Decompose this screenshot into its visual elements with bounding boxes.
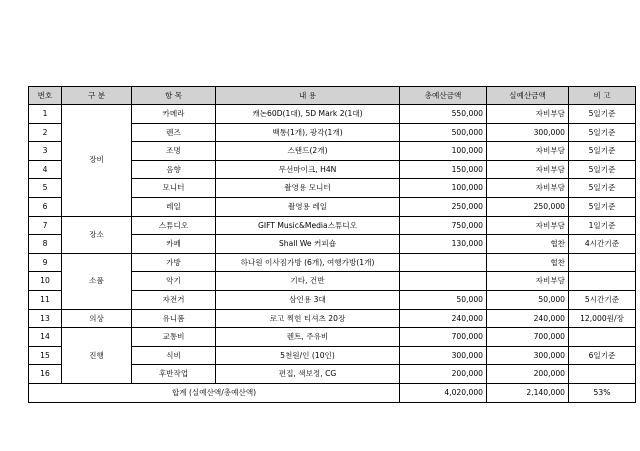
total-budget-cell: 750,000 <box>400 216 487 235</box>
total-budget-cell: 100,000 <box>400 142 487 161</box>
table-row <box>29 328 636 347</box>
note-cell: 4시간기준 <box>569 235 636 254</box>
row-number: 8 <box>29 235 62 254</box>
category-cell: 의상 <box>62 309 132 328</box>
row-number: 15 <box>29 346 62 365</box>
note-cell <box>569 328 636 347</box>
header-category: 구 분 <box>62 87 132 105</box>
note-cell <box>569 272 636 291</box>
actual-budget-cell: 50,000 <box>487 290 569 309</box>
total-budget-cell: 100,000 <box>400 179 487 198</box>
header-row <box>29 87 636 105</box>
note-cell: 5일기준 <box>569 105 636 124</box>
item-cell: 자전거 <box>132 290 216 309</box>
budget-ratio: 53% <box>569 383 636 402</box>
header-number: 번호 <box>29 87 62 105</box>
total-budget-cell: 130,000 <box>400 235 487 254</box>
row-number: 11 <box>29 290 62 309</box>
header-item: 항 목 <box>132 87 216 105</box>
total-budget-cell: 150,000 <box>400 160 487 179</box>
row-number: 13 <box>29 309 62 328</box>
content-cell: GIFT Music&Media스튜디오 <box>216 216 400 235</box>
header-actual-budget: 실예산금액 <box>487 87 569 105</box>
note-cell <box>569 365 636 384</box>
content-cell: Shall We 커피숍 <box>216 235 400 254</box>
content-cell: 촬영용 레일 <box>216 197 400 216</box>
actual-budget-cell: 250,000 <box>487 197 569 216</box>
budget-table <box>28 86 636 403</box>
actual-budget-cell: 200,000 <box>487 365 569 384</box>
actual-budget-cell: 300,000 <box>487 346 569 365</box>
category-cell: 진행 <box>62 328 132 384</box>
item-cell: 레일 <box>132 197 216 216</box>
note-cell: 5일기준 <box>569 142 636 161</box>
total-budget-cell: 240,000 <box>400 309 487 328</box>
actual-budget-cell: 자비부담 <box>487 142 569 161</box>
item-cell: 카메라 <box>132 105 216 124</box>
actual-budget-cell: 자비부담 <box>487 272 569 291</box>
row-number: 14 <box>29 328 62 347</box>
content-cell: 스탠드(2개) <box>216 142 400 161</box>
category-cell: 장소 <box>62 216 132 253</box>
row-number: 1 <box>29 105 62 124</box>
item-cell: 카페 <box>132 235 216 254</box>
item-cell: 악기 <box>132 272 216 291</box>
content-cell: 백통(1개), 광각(1개) <box>216 123 400 142</box>
row-number: 6 <box>29 197 62 216</box>
actual-budget-cell: 자비부담 <box>487 105 569 124</box>
row-number: 9 <box>29 253 62 272</box>
table-row <box>29 216 636 235</box>
row-number: 16 <box>29 365 62 384</box>
actual-budget-sum: 2,140,000 <box>487 383 569 402</box>
actual-budget-cell: 협찬 <box>487 253 569 272</box>
category-cell: 장비 <box>62 105 132 217</box>
item-cell: 가방 <box>132 253 216 272</box>
content-cell: 로고 찍힌 티셔츠 20장 <box>216 309 400 328</box>
actual-budget-cell: 240,000 <box>487 309 569 328</box>
item-cell: 렌즈 <box>132 123 216 142</box>
note-cell <box>569 253 636 272</box>
note-cell: 1일기준 <box>569 216 636 235</box>
total-budget-cell <box>400 253 487 272</box>
actual-budget-cell: 300,000 <box>487 123 569 142</box>
content-cell: 편집, 색보정, CG <box>216 365 400 384</box>
content-cell: 하나원 이사짐가방 (6개), 여행가방(1개) <box>216 253 400 272</box>
item-cell: 스튜디오 <box>132 216 216 235</box>
content-cell: 삼인용 3대 <box>216 290 400 309</box>
item-cell: 교통비 <box>132 328 216 347</box>
total-budget-cell: 250,000 <box>400 197 487 216</box>
row-number: 2 <box>29 123 62 142</box>
item-cell: 식비 <box>132 346 216 365</box>
content-cell: 기타, 건반 <box>216 272 400 291</box>
table-row <box>29 309 636 328</box>
content-cell: 캐논60D(1대), 5D Mark 2(1대) <box>216 105 400 124</box>
row-number: 7 <box>29 216 62 235</box>
actual-budget-cell: 700,000 <box>487 328 569 347</box>
total-budget-cell: 500,000 <box>400 123 487 142</box>
header-note: 비 고 <box>569 87 636 105</box>
total-budget-cell: 50,000 <box>400 290 487 309</box>
actual-budget-cell: 자비부담 <box>487 179 569 198</box>
header-total-budget: 총예산금액 <box>400 87 487 105</box>
content-cell: 렌트, 주유비 <box>216 328 400 347</box>
note-cell: 5일기준 <box>569 179 636 198</box>
total-budget-cell <box>400 272 487 291</box>
content-cell: 5천원/인 (10인) <box>216 346 400 365</box>
item-cell: 조명 <box>132 142 216 161</box>
item-cell: 음향 <box>132 160 216 179</box>
row-number: 10 <box>29 272 62 291</box>
item-cell: 모니터 <box>132 179 216 198</box>
total-budget-cell: 300,000 <box>400 346 487 365</box>
total-budget-sum: 4,020,000 <box>400 383 487 402</box>
total-budget-cell: 700,000 <box>400 328 487 347</box>
total-budget-cell: 200,000 <box>400 365 487 384</box>
header-content: 내 용 <box>216 87 400 105</box>
actual-budget-cell: 자비부담 <box>487 216 569 235</box>
table-row <box>29 105 636 124</box>
row-number: 4 <box>29 160 62 179</box>
item-cell: 유니폼 <box>132 309 216 328</box>
content-cell: 촬영용 모니터 <box>216 179 400 198</box>
row-number: 5 <box>29 179 62 198</box>
note-cell: 5일기준 <box>569 123 636 142</box>
note-cell: 5일기준 <box>569 197 636 216</box>
actual-budget-cell: 자비부담 <box>487 160 569 179</box>
content-cell: 무선마이크, H4N <box>216 160 400 179</box>
actual-budget-cell: 협찬 <box>487 235 569 254</box>
total-row <box>29 383 636 402</box>
total-budget-cell: 550,000 <box>400 105 487 124</box>
item-cell: 후반작업 <box>132 365 216 384</box>
note-cell: 6일기준 <box>569 346 636 365</box>
note-cell: 5일기준 <box>569 160 636 179</box>
category-cell: 소품 <box>62 253 132 309</box>
note-cell: 5시간기준 <box>569 290 636 309</box>
note-cell: 12,000원/장 <box>569 309 636 328</box>
total-label: 합계 (실예산액/총예산액) <box>29 383 400 402</box>
row-number: 3 <box>29 142 62 161</box>
table-row <box>29 253 636 272</box>
